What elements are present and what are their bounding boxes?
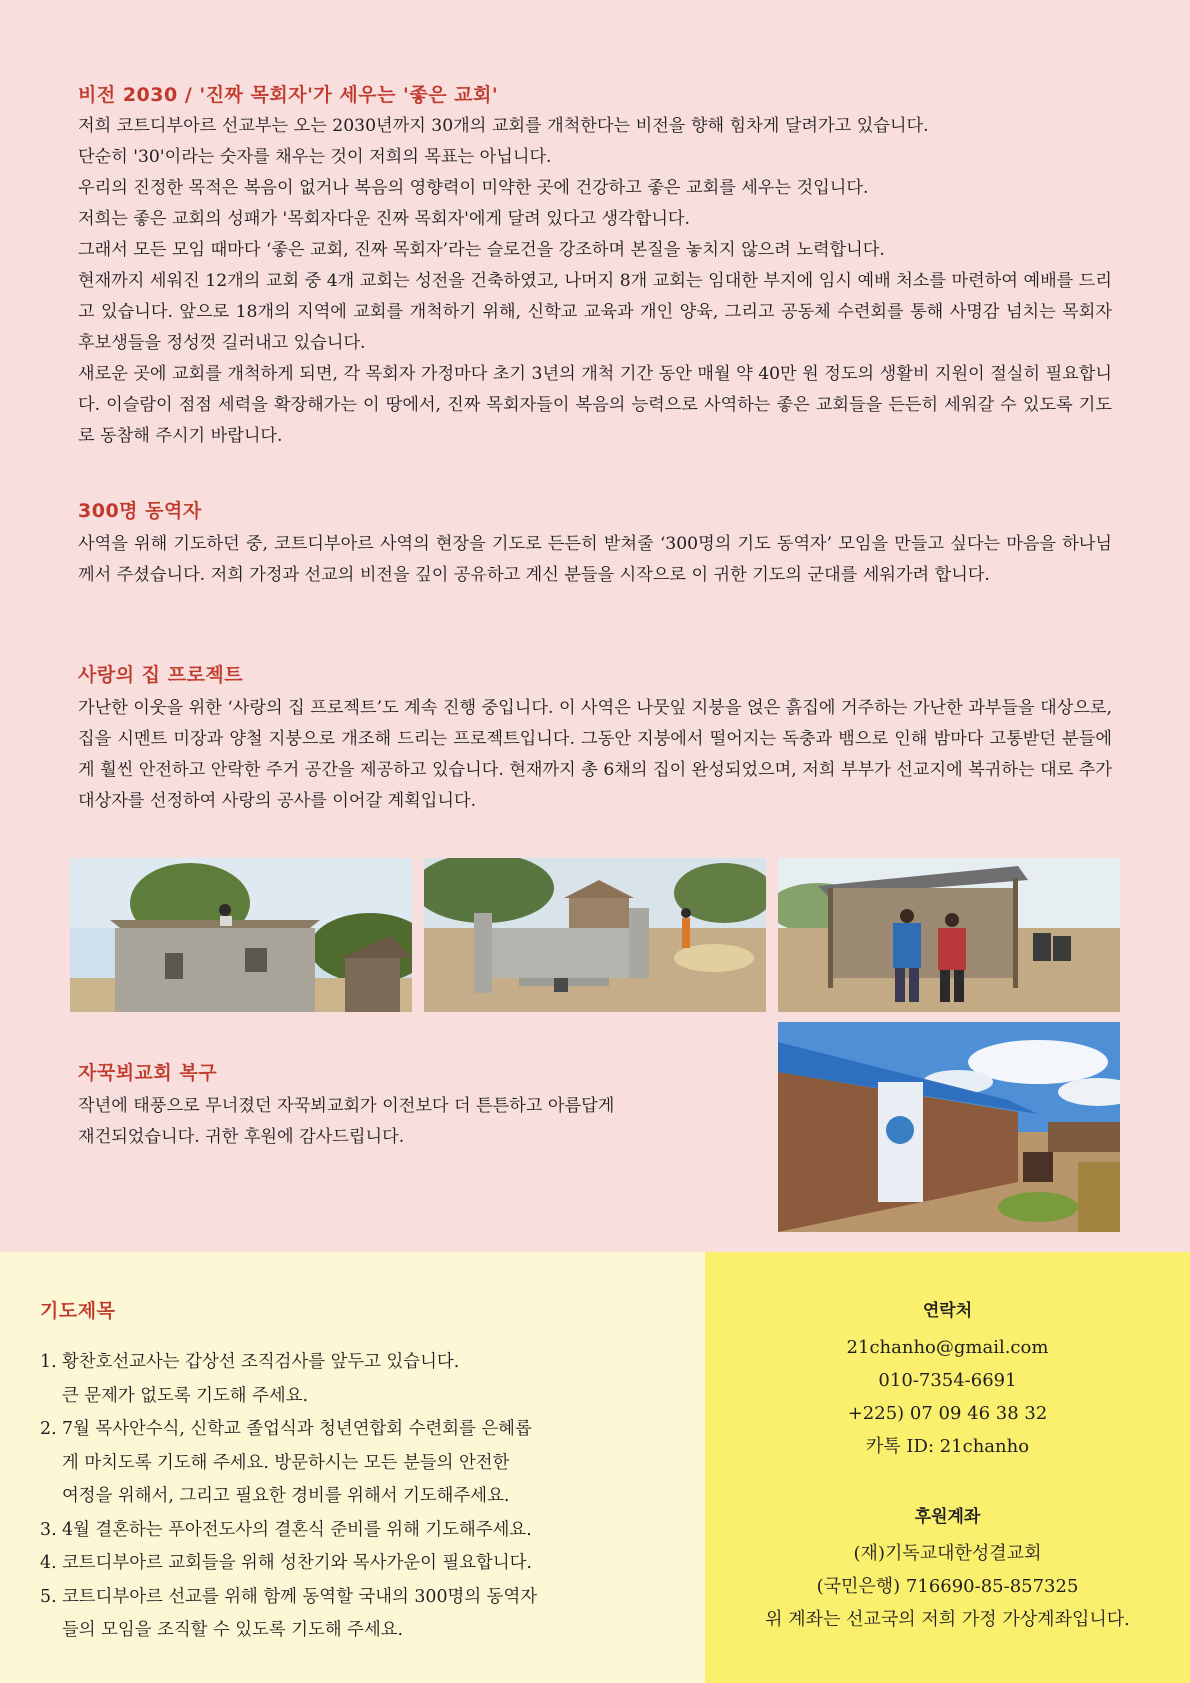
restore-line: 재건되었습니다. 귀한 후원에 감사드립니다. bbox=[78, 1127, 405, 1147]
prayer-item bbox=[40, 1413, 680, 1514]
prayer-number: 3. bbox=[40, 1519, 57, 1540]
prayer-text: 들의 모임을 조직할 수 있도록 기도해 주세요. bbox=[62, 1620, 404, 1640]
account-title: 후원계좌 bbox=[914, 1507, 981, 1527]
vision-line: 그래서 모든 모임 때마다 ‘좋은 교회, 진짜 목회자’라는 슬로건을 강조하며 본질을 놓치지 않으려 노력합니다. bbox=[78, 240, 885, 260]
prayer-number: 4. bbox=[40, 1553, 57, 1573]
prayer-list bbox=[40, 1346, 680, 1648]
prayer-number: 2. bbox=[40, 1419, 57, 1439]
partners-heading: 300명 동역자 bbox=[78, 500, 202, 522]
contact-title: 연락처 bbox=[922, 1301, 973, 1321]
vision-heading: 비전 2030 / '진짜 목회자'가 세우는 '좋은 교회' bbox=[78, 84, 499, 106]
prayer-item bbox=[40, 1514, 680, 1548]
church-photo bbox=[778, 1022, 1120, 1232]
prayer-text: 황찬호선교사는 갑상선 조직검사를 앞두고 있습니다. bbox=[62, 1352, 460, 1372]
vision-line: 현재까지 세워진 12개의 교회 중 4개 교회는 성전을 건축하였고, 나머지 8개 교회는 임대한 부지에 임시 예배 처소를 마련하여 예배를 드리고 있습니다. 앞으로 18개의 지역에 교회를 개척하기 위해, 신학교 교육과 개인 양육, 그리고 공동체 수련회를 통해 사명감 넘치는 목회자 후보생들을 정성껏 길러내고 있습니다. bbox=[78, 271, 1112, 353]
contact-block bbox=[705, 1296, 1190, 1463]
contact-email[interactable]: 21chanho@gmail.com bbox=[846, 1337, 1049, 1358]
house-heading: 사랑의 집 프로젝트 bbox=[78, 664, 244, 686]
account-holder: (재)기독교대한성결교회 bbox=[853, 1543, 1042, 1564]
prayer-item bbox=[40, 1346, 680, 1413]
prayer-text: 게 마치도록 기도해 주세요. 방문하시는 모든 분들의 안전한 bbox=[62, 1452, 510, 1473]
prayer-number: 5. bbox=[40, 1586, 57, 1607]
restore-section bbox=[78, 1058, 738, 1153]
contact-phone-ivory-coast[interactable]: +225) 07 09 46 38 32 bbox=[847, 1403, 1048, 1424]
partners-section bbox=[78, 496, 1112, 591]
prayer-text: 코트디부아르 교회들을 위해 성찬기와 목사가운이 필요합니다. bbox=[62, 1553, 532, 1573]
restore-body bbox=[78, 1091, 738, 1153]
house-photo-1 bbox=[70, 858, 412, 1012]
vision-line: 저희는 좋은 교회의 성패가 '목회자다운 진짜 목회자'에게 달려 있다고 생각합니다. bbox=[78, 209, 690, 229]
prayer-number: 1. bbox=[40, 1352, 57, 1372]
account-block bbox=[705, 1502, 1190, 1636]
contact-panel bbox=[705, 1252, 1190, 1683]
restore-line: 작년에 태풍으로 무너졌던 자꾹뵈교회가 이전보다 더 튼튼하고 아름답게 bbox=[78, 1096, 615, 1116]
prayer-heading: 기도제목 bbox=[40, 1300, 116, 1322]
house-photo-2 bbox=[424, 858, 766, 1012]
prayer-item bbox=[40, 1547, 680, 1581]
house-photo-3 bbox=[778, 858, 1120, 1012]
partners-body: 사역을 위해 기도하던 중, 코트디부아르 사역의 현장을 기도로 든든히 받쳐줄 ‘300명의 기도 동역자’ 모임을 만들고 싶다는 마음을 하나님께서 주셨습니다. 저희 가정과 선교의 비전을 깊이 공유하고 계신 분들을 시작으로 이 귀한 기도의 군대를 세워가려 합니다. bbox=[78, 534, 1112, 585]
house-body: 가난한 이웃을 위한 ‘사랑의 집 프로젝트’도 계속 진행 중입니다. 이 사역은 나뭇잎 지붕을 얹은 흙집에 거주하는 가난한 과부들을 대상으로, 집을 시멘트 미장과 양철 지붕으로 개조해 드리는 프로젝트입니다. 그동안 지붕에서 떨어지는 독충과 뱀으로 인해 밤마다 고통받던 분들에게 훨씬 안전하고 안락한 주거 공간을 제공하고 있습니다. 현재까지 총 6채의 집이 완성되었으며, 저희 부부가 선교지에 복귀하는 대로 추가 대상자를 선정하여 사랑의 공사를 이어갈 계획입니다. bbox=[78, 698, 1112, 811]
prayer-panel bbox=[0, 1252, 705, 1683]
prayer-text: 7월 목사안수식, 신학교 졸업식과 청년연합회 수련회를 은혜롭 bbox=[62, 1419, 532, 1439]
prayer-text: 큰 문제가 없도록 기도해 주세요. bbox=[62, 1385, 309, 1406]
contact-kakao-id: 카톡 ID: 21chanho bbox=[865, 1436, 1030, 1457]
account-number: (국민은행) 716690-85-857325 bbox=[816, 1576, 1079, 1597]
vision-section bbox=[78, 80, 1112, 452]
restore-heading: 자꾹뵈교회 복구 bbox=[78, 1062, 218, 1084]
prayer-item bbox=[40, 1581, 680, 1648]
footer-area bbox=[0, 1252, 1190, 1683]
account-note: 위 계좌는 선교국의 저희 가정 가상계좌입니다. bbox=[765, 1609, 1130, 1630]
contact-phone-korea[interactable]: 010-7354-6691 bbox=[878, 1370, 1017, 1391]
vision-line: 새로운 곳에 교회를 개척하게 되면, 각 목회자 가정마다 초기 3년의 개척 기간 동안 매월 약 40만 원 정도의 생활비 지원이 절실히 필요합니다. 이슬람이 점점 세력을 확장해가는 이 땅에서, 진짜 목회자들이 복음의 능력으로 사역하는 좋은 교회들을 든든히 세워갈 수 있도록 기도로 동참해 주시기 바랍니다. bbox=[78, 364, 1112, 446]
vision-body bbox=[78, 111, 1112, 452]
house-section bbox=[78, 660, 1112, 817]
vision-line: 저희 코트디부아르 선교부는 오는 2030년까지 30개의 교회를 개척한다는 비전을 향해 힘차게 달려가고 있습니다. bbox=[78, 116, 929, 136]
prayer-text: 4월 결혼하는 푸아전도사의 결혼식 준비를 위해 기도해주세요. bbox=[62, 1519, 532, 1540]
vision-line: 우리의 진정한 목적은 복음이 없거나 복음의 영향력이 미약한 곳에 건강하고 좋은 교회를 세우는 것입니다. bbox=[78, 178, 869, 198]
prayer-text: 여정을 위해서, 그리고 필요한 경비를 위해서 기도해주세요. bbox=[62, 1486, 510, 1506]
prayer-text: 코트디부아르 선교를 위해 함께 동역할 국내의 300명의 동역자 bbox=[62, 1586, 538, 1607]
vision-line: 단순히 '30'이라는 숫자를 채우는 것이 저희의 목표는 아닙니다. bbox=[78, 147, 552, 167]
